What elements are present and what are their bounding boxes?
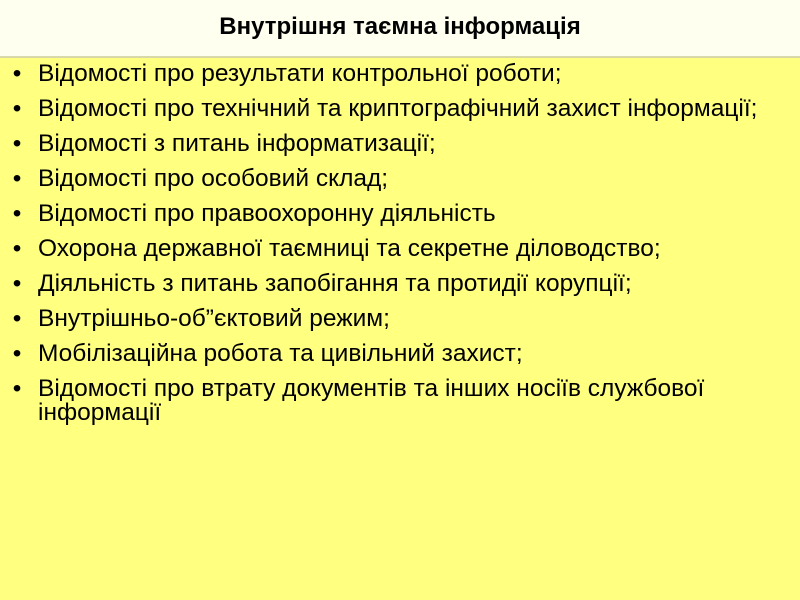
list-item xyxy=(0,342,800,366)
list-item xyxy=(0,307,800,331)
bullet-icon: • xyxy=(12,235,22,262)
list-item-text: Відомості про правоохоронну діяльність xyxy=(38,200,496,227)
list-item xyxy=(0,167,800,191)
bullet-icon: • xyxy=(12,270,22,297)
content-area xyxy=(0,58,800,600)
bullet-icon: • xyxy=(12,60,22,87)
list-item xyxy=(0,97,800,121)
bullet-list xyxy=(0,62,800,436)
list-item-text: Охорона державної таємниці та секретне діловодство; xyxy=(38,235,661,262)
list-item xyxy=(0,237,800,261)
list-item-text: Відомості про технічний та криптографічний захист інформації; xyxy=(38,95,758,122)
list-item xyxy=(0,272,800,296)
bullet-icon: • xyxy=(12,340,22,367)
bullet-icon: • xyxy=(12,305,22,332)
bullet-icon: • xyxy=(12,200,22,227)
bullet-icon: • xyxy=(12,165,22,192)
bullet-icon: • xyxy=(12,375,22,402)
list-item xyxy=(0,377,800,425)
list-item-text: Діяльність з питань запобігання та протидії корупції; xyxy=(38,270,632,297)
list-item-text: Внутрішньо-об”єктовий режим; xyxy=(38,305,390,332)
list-item xyxy=(0,202,800,226)
list-item xyxy=(0,62,800,86)
list-item-text: Відомості з питань інформатизації; xyxy=(38,130,436,157)
bullet-icon: • xyxy=(12,130,22,157)
list-item-text: Відомості про особовий склад; xyxy=(38,165,389,192)
list-item-text: Мобілізаційна робота та цивільний захист; xyxy=(38,340,523,367)
title-bar xyxy=(0,0,800,58)
bullet-icon: • xyxy=(12,95,22,122)
slide-title: Внутрішня таємна інформація xyxy=(219,13,581,40)
list-item-text: Відомості про результати контрольної роботи; xyxy=(38,60,562,87)
list-item-text: Відомості про втрату документів та інших носіїв службової інформації xyxy=(38,375,705,426)
list-item xyxy=(0,132,800,156)
